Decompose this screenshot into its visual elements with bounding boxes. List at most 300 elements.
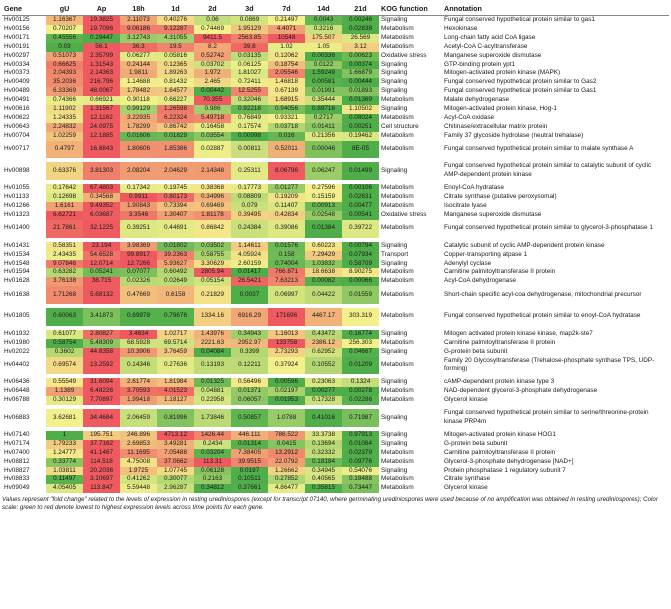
expression-value-cell: 0.19462 <box>342 132 379 141</box>
expression-value-cell: 56.1 <box>83 43 120 52</box>
expression-value-cell: 1.81178 <box>194 211 231 220</box>
expression-value-cell: 0.01384 <box>305 220 342 238</box>
annotation-cell: Family 20 Glycosyltransferase (Trehalose-phosphate synthase TPS, UDP-forming) <box>442 357 669 375</box>
kog-function-cell: Oxidative stress <box>379 211 442 220</box>
table-row <box>2 484 669 493</box>
expression-value-cell: 0.01371 <box>231 387 268 396</box>
expression-value-cell: 4.01523 <box>157 387 194 396</box>
table-row <box>2 396 669 405</box>
expression-value-cell: 2952.97 <box>231 339 268 348</box>
expression-value-cell: 0.11497 <box>46 475 83 484</box>
expression-value-cell: 0.13694 <box>305 440 342 449</box>
expression-value-cell: 1.31567 <box>83 105 120 114</box>
expression-value-cell: 6.03687 <box>83 211 120 220</box>
expression-value-cell: 0.58755 <box>194 251 231 260</box>
expression-value-cell: 69.5714 <box>157 339 194 348</box>
expression-value-cell: 0.1324 <box>342 378 379 387</box>
expression-value-cell: 2.61774 <box>120 378 157 387</box>
expression-value-cell: 0.62952 <box>305 348 342 357</box>
expression-value-cell: 0.73394 <box>157 202 194 211</box>
annotation-cell: Adenylyl cyclase <box>442 260 669 269</box>
expression-value-cell: 0.21829 <box>194 286 231 304</box>
expression-value-cell: 1.78482 <box>120 87 157 96</box>
expression-value-cell: 0.01991 <box>305 87 342 96</box>
table-row <box>2 202 669 211</box>
expression-value-cell: 19.7096 <box>83 25 120 34</box>
expression-value-cell: 0.58754 <box>46 339 83 348</box>
gene-id-cell: Hv08827 <box>2 467 46 476</box>
expression-value-cell: 0.00251 <box>342 123 379 132</box>
expression-value-cell: 216.796 <box>83 78 120 87</box>
expression-value-cell: 0.01325 <box>194 378 231 387</box>
expression-value-cell: 1.0788 <box>268 409 305 427</box>
gene-id-cell: Hv01638 <box>2 286 46 304</box>
annotation-cell: Fungal conserved hypothetical protein similar to catalytic subunit of cyclic AMP-dependent protein kinase <box>442 162 669 180</box>
kog-function-cell: Signaling <box>379 61 442 70</box>
expression-value-cell: 8.2 <box>194 43 231 52</box>
expression-value-cell: 0.0122 <box>305 61 342 70</box>
annotation-cell: Citrate synthase <box>442 475 669 484</box>
gene-id-cell: Hv02022 <box>2 348 46 357</box>
column-header: 7d <box>268 2 305 16</box>
kog-function-cell: Signaling <box>379 69 442 78</box>
gene-id-cell: Hv00491 <box>2 96 46 105</box>
expression-value-cell: 3.49281 <box>157 440 194 449</box>
expression-value-cell: 1.10502 <box>342 105 379 114</box>
expression-value-cell: 0.16458 <box>194 123 231 132</box>
expression-value-cell: 0.03718 <box>268 123 305 132</box>
expression-value-cell: 70.355 <box>194 96 231 105</box>
expression-value-cell: 446.111 <box>231 431 268 440</box>
expression-value-cell: 0.00046 <box>305 141 342 159</box>
kog-function-cell: Signaling <box>379 431 442 440</box>
expression-value-cell: 0.39722 <box>342 220 379 238</box>
expression-value-cell: 0.2434 <box>194 440 231 449</box>
kog-function-cell: Metabolism <box>379 308 442 326</box>
table-row <box>2 105 669 114</box>
annotation-cell: Glycerol-3-phosphate dehydrogenase [NAD+] <box>442 458 669 467</box>
gene-id-cell: Hv00297 <box>2 52 46 61</box>
table-row <box>2 475 669 484</box>
expression-value-cell: 0.51073 <box>46 52 83 61</box>
expression-value-cell: 0.17328 <box>305 396 342 405</box>
column-header: 1d <box>157 2 194 16</box>
expression-value-cell: 0.02548 <box>305 211 342 220</box>
expression-value-cell: 3.76459 <box>157 348 194 357</box>
expression-value-cell: 246.896 <box>120 431 157 440</box>
expression-value-cell: 13.2592 <box>83 357 120 375</box>
expression-value-cell: 1.26662 <box>268 467 305 476</box>
gene-id-cell: Hv01266 <box>2 202 46 211</box>
gene-id-cell: Hv04402 <box>2 357 46 375</box>
expression-value-cell: 0.60063 <box>46 308 83 326</box>
expression-value-cell: 6.33369 <box>46 87 83 96</box>
expression-value-cell: 0.04084 <box>194 348 231 357</box>
expression-value-cell: 0.99129 <box>120 105 157 114</box>
column-header: 2d <box>194 2 231 16</box>
annotation-cell: Acyl-CoA dehydrogenase <box>442 277 669 286</box>
expression-value-cell: 0.73447 <box>342 484 379 493</box>
annotation-cell: Fungal conserved hypothetical protein similar to enoyl-CoA hydratase <box>442 308 669 326</box>
annotation-cell: Catalytic subunit of cyclic AMP-dependent protein kinase <box>442 242 669 251</box>
expression-value-cell: 0.92218 <box>231 105 268 114</box>
expression-value-cell: 4.86477 <box>268 484 305 493</box>
expression-value-cell: 0.02286 <box>342 396 379 405</box>
expression-value-cell: 11.1695 <box>120 449 157 458</box>
gene-id-cell: Hv00622 <box>2 114 46 123</box>
expression-value-cell: 113.31 <box>194 458 231 467</box>
annotation-cell: Hexokinase <box>442 25 669 34</box>
expression-value-cell: 16.8843 <box>83 141 120 159</box>
expression-value-cell: 0.12211 <box>231 357 268 375</box>
expression-value-cell: 1.85386 <box>157 141 194 159</box>
expression-value-cell: 0.04422 <box>305 286 342 304</box>
expression-value-cell: 1.03811 <box>46 467 83 476</box>
expression-value-cell: 1426.44 <box>194 431 231 440</box>
gene-id-cell: Hv08833 <box>2 475 46 484</box>
table-row <box>2 431 669 440</box>
expression-value-cell: 0.34812 <box>194 484 231 493</box>
expression-value-cell: 0.40276 <box>157 16 194 25</box>
expression-value-cell: 0.37924 <box>268 357 305 375</box>
expression-value-cell: 0.00374 <box>342 61 379 70</box>
expression-value-cell: 1.64577 <box>157 87 194 96</box>
table-row <box>2 378 669 387</box>
table-row <box>2 467 669 476</box>
kog-function-cell: Signaling <box>379 105 442 114</box>
expression-value-cell: 7.63213 <box>268 277 305 286</box>
expression-value-cell: 0.18754 <box>268 61 305 70</box>
expression-value-cell: 0.02326 <box>120 277 157 286</box>
expression-value-cell: 0.01314 <box>231 440 268 449</box>
expression-value-cell: 0.05816 <box>157 52 194 61</box>
expression-value-cell: 0.06247 <box>305 162 342 180</box>
expression-value-cell: 0.18184 <box>305 458 342 467</box>
expression-value-cell: 1.80606 <box>120 141 157 159</box>
annotation-cell: Acyl-CoA oxidase <box>442 114 669 123</box>
annotation-cell: G-protein beta subunit <box>442 348 669 357</box>
expression-value-cell: 2.04629 <box>157 162 194 180</box>
expression-value-cell: 0.39251 <box>120 220 157 238</box>
expression-value-cell: 2.06459 <box>120 409 157 427</box>
expression-value-cell: 0.58351 <box>46 242 83 251</box>
kog-function-cell: Signaling <box>379 409 442 427</box>
annotation-cell: Carnitine palmitoyltransferase II protein <box>442 449 669 458</box>
kog-function-cell: Metabolism <box>379 141 442 159</box>
expression-value-cell: 303.319 <box>342 308 379 326</box>
kog-function-cell: Metabolism <box>379 202 442 211</box>
expression-value-cell: 1.03832 <box>305 260 342 269</box>
expression-value-cell: 1.81984 <box>157 378 194 387</box>
expression-value-cell: 0.02887 <box>194 141 231 159</box>
expression-value-cell: 34.4684 <box>83 409 120 427</box>
table-body <box>2 16 669 494</box>
expression-value-cell: 12.1162 <box>83 114 120 123</box>
expression-value-cell: 0.93321 <box>268 114 305 123</box>
expression-value-cell: 9411.5 <box>194 34 231 43</box>
expression-value-cell: 171696 <box>268 308 305 326</box>
expression-value-cell: 4.05924 <box>231 251 268 260</box>
expression-value-cell: 0.21356 <box>305 132 342 141</box>
expression-value-cell: 0.02838 <box>342 25 379 34</box>
expression-value-cell: 0.3399 <box>231 348 268 357</box>
annotation-cell: Fungal conserved hypothetical protein similar to Gas1 <box>442 87 669 96</box>
expression-value-cell: 0.00581 <box>305 78 342 87</box>
expression-value-cell: 9.12287 <box>157 25 194 34</box>
expression-value-cell: 0.01499 <box>342 162 379 180</box>
expression-value-cell: 0.2717 <box>305 114 342 123</box>
annotation-cell: Manganese superoxide dismutase <box>442 52 669 61</box>
expression-value-cell: 1.43976 <box>194 330 231 339</box>
table-row <box>2 16 669 25</box>
expression-value-cell: 7.05488 <box>157 449 194 458</box>
kog-function-cell: Signaling <box>379 260 442 269</box>
expression-value-cell: 0.43472 <box>305 330 342 339</box>
expression-value-cell: 39.9515 <box>231 458 268 467</box>
expression-value-cell: 3.62681 <box>46 409 83 427</box>
gene-id-cell: Hv07140 <box>2 431 46 440</box>
expression-value-cell: 0.02379 <box>342 449 379 458</box>
expression-value-cell: 0.80173 <box>157 193 194 202</box>
table-row <box>2 96 669 105</box>
expression-value-cell: 0.56496 <box>231 378 268 387</box>
expression-value-cell: 0.44691 <box>157 220 194 238</box>
expression-value-cell: 0.17773 <box>231 184 268 193</box>
expression-value-cell: 35.2036 <box>46 78 83 87</box>
expression-value-cell: 0.3602 <box>46 348 83 357</box>
expression-value-cell: 1.02 <box>268 43 305 52</box>
expression-value-cell: 1.14611 <box>231 242 268 251</box>
kog-function-cell: Signaling <box>379 440 442 449</box>
expression-value-cell: 22.0792 <box>268 458 305 467</box>
expression-value-cell: 0.01369 <box>342 96 379 105</box>
annotation-cell: Fungal conserved hypothetical protein similar to serine/threonine-protein kinase PRP4m <box>442 409 669 427</box>
expression-value-cell: 3.81303 <box>83 162 120 180</box>
kog-function-cell: Metabolism <box>379 193 442 202</box>
expression-value-cell: 0.19209 <box>268 193 305 202</box>
expression-value-cell: 0.01411 <box>305 123 342 132</box>
expression-value-cell: 0.69574 <box>46 357 83 375</box>
expression-value-cell: 0.54076 <box>342 467 379 476</box>
expression-value-cell: 0.03 <box>46 43 83 52</box>
table-row <box>2 268 669 277</box>
expression-value-cell: 786.522 <box>268 431 305 440</box>
expression-value-cell: 0.00541 <box>342 211 379 220</box>
table-row <box>2 458 669 467</box>
expression-value-cell: 2.04393 <box>46 69 83 78</box>
table-row <box>2 87 669 96</box>
table-row <box>2 251 669 260</box>
annotation-cell: Copper-transporting atpase 1 <box>442 251 669 260</box>
expression-value-cell: 133758 <box>268 339 305 348</box>
gene-id-cell: Hv06448 <box>2 387 46 396</box>
expression-value-cell: 1.78299 <box>120 123 157 132</box>
table-row <box>2 61 669 70</box>
table-row <box>2 123 669 132</box>
table-row <box>2 330 669 339</box>
expression-value-cell: 3.4634 <box>120 330 157 339</box>
expression-value-cell: 0.38368 <box>194 184 231 193</box>
expression-value-cell: 4.05405 <box>46 484 83 493</box>
expression-value-cell: 0.14346 <box>120 357 157 375</box>
expression-value-cell: 0.97913 <box>342 431 379 440</box>
kog-function-cell: Metabolism <box>379 475 442 484</box>
expression-value-cell: 26.569 <box>342 34 379 43</box>
table-row <box>2 220 669 238</box>
kog-function-cell: Metabolism <box>379 458 442 467</box>
annotation-cell: Long-chain fatty acid CoA ligase <box>442 34 669 43</box>
expression-value-cell: 36.3 <box>120 43 157 52</box>
kog-function-cell: Metabolism <box>379 220 442 238</box>
expression-value-cell: 3.76138 <box>46 277 83 286</box>
expression-value-cell: 0.27852 <box>268 475 305 484</box>
expression-value-cell: 0.74004 <box>268 260 305 269</box>
expression-value-cell: 0.986 <box>194 105 231 114</box>
expression-value-cell: 3.70593 <box>120 387 157 396</box>
gene-id-cell: Hv07400 <box>2 449 46 458</box>
column-header: KOG function <box>379 2 442 16</box>
kog-function-cell: Cell structure <box>379 123 442 132</box>
expression-value-cell: 3.3546 <box>120 211 157 220</box>
table-caption: Values represent "fold change" related to the levels of expression in resting urediniospores (except for transcript 07140, where germinating urediniospores were used because of no amplification was obtained in resting urediniospores); Color scale: green to red denote lowest to highest expression levels across time points for each gene. <box>2 496 658 512</box>
expression-value-cell: 0.19745 <box>157 184 194 193</box>
expression-value-cell: 1.81027 <box>231 69 268 78</box>
expression-value-cell: 1.24777 <box>46 449 83 458</box>
expression-value-cell: 0.47669 <box>120 286 157 304</box>
expression-value-cell: 0.81432 <box>157 78 194 87</box>
kog-function-cell: Signaling <box>379 348 442 357</box>
expression-value-cell: 3.10697 <box>83 475 120 484</box>
expression-value-cell: 0.01893 <box>342 87 379 96</box>
expression-value-cell: 0.079 <box>231 202 268 211</box>
expression-value-cell: 0.66921 <box>83 96 120 105</box>
expression-value-cell: 0.00066 <box>342 277 379 286</box>
expression-value-cell: 0.09776 <box>342 458 379 467</box>
annotation-cell: Chitinase/extracellular matrix protein <box>442 123 669 132</box>
expression-value-cell: 0.69978 <box>120 308 157 326</box>
expression-value-cell: 1.68915 <box>268 96 305 105</box>
expression-value-cell: 0.4797 <box>46 141 83 159</box>
kog-function-cell: Metabolism <box>379 268 442 277</box>
expression-value-cell: 0.52742 <box>194 52 231 61</box>
expression-value-cell: 1.02259 <box>46 132 83 141</box>
table-row <box>2 286 669 304</box>
expression-value-cell: 0.74366 <box>46 96 83 105</box>
expression-table-container <box>2 2 669 512</box>
expression-value-cell: 0.00106 <box>342 184 379 193</box>
expression-value-cell: 4.4071 <box>268 25 305 34</box>
gene-id-cell: Hv07174 <box>2 440 46 449</box>
expression-value-cell: 0.70207 <box>46 25 83 34</box>
annotation-cell: Fungal conserved hypothetical protein similar to Gas2 <box>442 78 669 87</box>
expression-value-cell: 2.14348 <box>194 162 231 180</box>
expression-value-cell: 1.59249 <box>305 69 342 78</box>
expression-value-cell: 0.01802 <box>157 242 194 251</box>
expression-value-cell: 0.35444 <box>305 96 342 105</box>
expression-value-cell: 12.1885 <box>83 132 120 141</box>
expression-value-cell: 0.17642 <box>46 184 83 193</box>
expression-value-cell: 2.73293 <box>268 348 305 357</box>
expression-value-cell: 0.25311 <box>231 162 268 180</box>
annotation-cell: Mitogen-activated protein kinase (MAPK) <box>442 69 669 78</box>
annotation-cell: Manganese superoxide dismutase <box>442 211 669 220</box>
annotation-cell: Mitogen activated protein kinase kinase, map2k-ste7 <box>442 330 669 339</box>
expression-value-cell: 0.34996 <box>194 193 231 202</box>
expression-value-cell: 0.10552 <box>305 357 342 375</box>
expression-value-cell: 0.2163 <box>194 475 231 484</box>
expression-value-cell: 0.06128 <box>194 467 231 476</box>
expression-value-cell: 2563.85 <box>231 34 268 43</box>
expression-value-cell: 0.15159 <box>305 193 342 202</box>
expression-value-cell: 0.60492 <box>157 268 194 277</box>
table-row <box>2 211 669 220</box>
expression-value-cell: 0.29447 <box>83 34 120 43</box>
kog-function-cell: Signaling <box>379 330 442 339</box>
expression-value-cell: 12.5255 <box>231 87 268 96</box>
expression-value-cell: 0.0037 <box>231 286 268 304</box>
gene-id-cell: Hv00373 <box>2 69 46 78</box>
expression-value-cell: 0.00444 <box>342 78 379 87</box>
expression-value-cell: 0.17574 <box>231 123 268 132</box>
expression-value-cell: 0.74469 <box>194 25 231 34</box>
expression-value-cell: 0.89716 <box>305 105 342 114</box>
expression-value-cell: 0.03502 <box>194 242 231 251</box>
kog-function-cell: Metabolism <box>379 132 442 141</box>
kog-function-cell: Signaling <box>379 162 442 180</box>
table-row <box>2 193 669 202</box>
expression-value-cell: 0.00082 <box>305 277 342 286</box>
table-row <box>2 449 669 458</box>
expression-value-cell: 1.18127 <box>157 396 194 405</box>
expression-value-cell: 0.08809 <box>231 193 268 202</box>
kog-function-cell: Metabolism <box>379 339 442 348</box>
expression-value-cell: 0.21497 <box>268 16 305 25</box>
table-row <box>2 339 669 348</box>
expression-value-cell: 0.06277 <box>120 52 157 61</box>
expression-value-cell: 0.63282 <box>46 268 83 277</box>
expression-value-cell: 1.05 <box>305 43 342 52</box>
expression-value-cell: 3.98369 <box>120 242 157 251</box>
expression-value-cell: 1.16013 <box>268 330 305 339</box>
expression-value-cell: 0.55549 <box>46 378 83 387</box>
expression-value-cell: 0.22958 <box>194 396 231 405</box>
annotation-cell: Citrate synthase (putative peroxysomal) <box>442 193 669 202</box>
expression-value-cell: 2805.94 <box>194 268 231 277</box>
expression-value-cell: 0.13193 <box>194 357 231 375</box>
expression-value-cell: 6.48226 <box>83 387 120 396</box>
expression-value-cell: 2.69853 <box>120 440 157 449</box>
expression-value-cell: 175.507 <box>305 34 342 43</box>
expression-value-cell: 9.06186 <box>120 25 157 34</box>
gene-id-cell: Hv01932 <box>2 330 46 339</box>
expression-value-cell: 0.72411 <box>231 78 268 87</box>
column-header: Annotation <box>442 2 669 16</box>
expression-value-cell: 1.07745 <box>157 467 194 476</box>
expression-value-cell: 0.158 <box>268 251 305 260</box>
kog-function-cell: Signaling <box>379 467 442 476</box>
expression-value-cell: 0.03554 <box>194 132 231 141</box>
expression-value-cell: 0.0043 <box>305 16 342 25</box>
expression-value-cell: 195.751 <box>83 431 120 440</box>
expression-value-cell: 0.50857 <box>231 409 268 427</box>
expression-value-cell: 0.30129 <box>46 396 83 405</box>
kog-function-cell: Metabolism <box>379 396 442 405</box>
kog-function-cell: Metabolism <box>379 449 442 458</box>
expression-value-cell: 4467.17 <box>305 308 342 326</box>
expression-value-cell: 0.06125 <box>231 61 268 70</box>
expression-value-cell: 0.00277 <box>305 387 342 396</box>
expression-value-cell: 2.43435 <box>46 251 83 260</box>
